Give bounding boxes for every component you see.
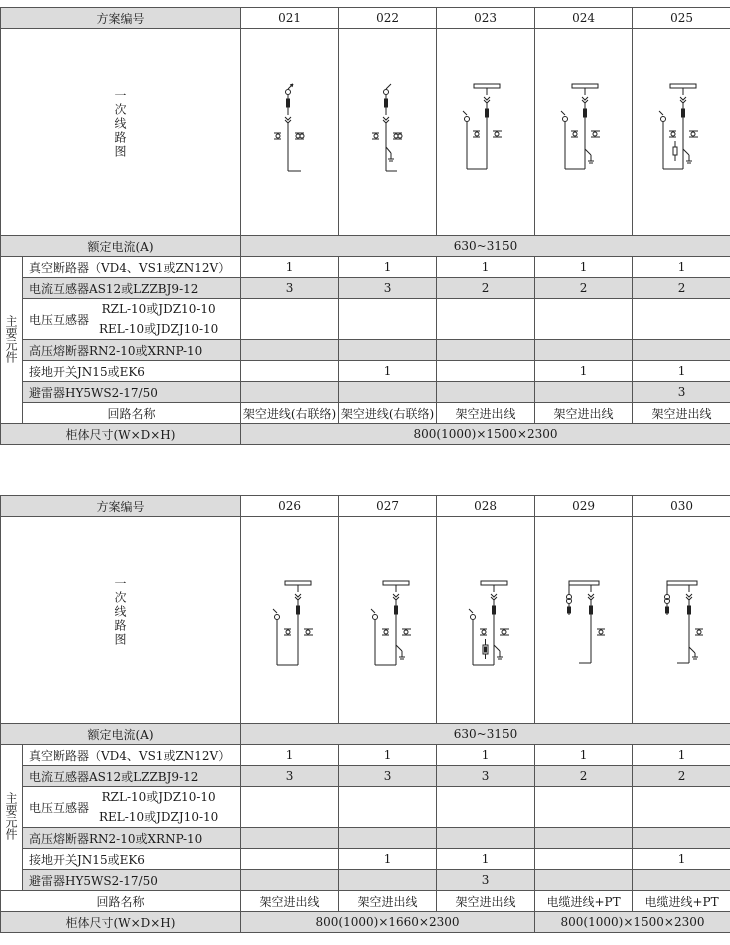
scheme-number: 024 [535, 8, 633, 29]
scheme-number-label: 方案编号 [1, 8, 241, 29]
qty: 2 [535, 278, 633, 299]
circuit-label: 回路名称 [1, 891, 241, 912]
component-row [1, 745, 730, 766]
cabinet-size-row [1, 912, 730, 933]
qty [437, 340, 535, 361]
qty [535, 870, 633, 891]
diagram-label-cell [1, 29, 241, 236]
component-label: 真空断路器（VD4、VS1或ZN12V） [23, 257, 241, 278]
component-label-cell [23, 787, 241, 828]
qty [535, 340, 633, 361]
qty [241, 299, 339, 340]
component-row [1, 766, 730, 787]
single-line-diagram [339, 29, 437, 235]
rated-current-row [1, 236, 730, 257]
qty: 3 [633, 382, 730, 403]
qty: 1 [633, 745, 730, 766]
component-row [1, 257, 730, 278]
qty: 1 [633, 361, 730, 382]
scheme-table-2 [0, 495, 730, 933]
qty [633, 828, 730, 849]
main-components-label: 主要元件 [4, 314, 18, 363]
diagram-030 [633, 517, 730, 724]
qty [241, 340, 339, 361]
scheme-number-row [1, 8, 730, 29]
scheme-number: 026 [241, 496, 339, 517]
single-line-diagram [535, 29, 633, 235]
qty [535, 828, 633, 849]
scheme-number: 021 [241, 8, 339, 29]
qty [437, 828, 535, 849]
qty [339, 340, 437, 361]
single-line-diagram [241, 29, 339, 235]
diagram-026 [241, 517, 339, 724]
single-line-diagram [437, 517, 535, 723]
qty: 1 [633, 257, 730, 278]
component-row [1, 299, 730, 340]
rated-current-value: 630~3150 [241, 236, 730, 257]
single-line-diagram [339, 517, 437, 723]
qty: 1 [241, 745, 339, 766]
qty: 1 [339, 257, 437, 278]
diagram-label: 一次线路图 [113, 577, 127, 647]
qty [633, 340, 730, 361]
diagram-029 [535, 517, 633, 724]
cabinet-size-label: 柜体尺寸(W×D×H) [1, 424, 241, 445]
main-components-label: 主要元件 [4, 792, 18, 840]
qty [437, 787, 535, 828]
main-components-cell [1, 257, 23, 424]
component-label: 真空断路器（VD4、VS1或ZN12V） [23, 745, 241, 766]
qty [339, 870, 437, 891]
component-label: 接地开关JN15或EK6 [23, 361, 241, 382]
scheme-number: 025 [633, 8, 730, 29]
component-row [1, 828, 730, 849]
component-label: 避雷器HY5WS2-17/50 [23, 382, 241, 403]
qty: 1 [241, 257, 339, 278]
component-row [1, 787, 730, 828]
diagram-023 [437, 29, 535, 236]
component-row [1, 340, 730, 361]
qty: 1 [633, 849, 730, 870]
cabinet-size-value: 800(1000)×1660×2300 [241, 912, 535, 933]
qty [633, 299, 730, 340]
rated-current-row [1, 724, 730, 745]
qty: 2 [633, 766, 730, 787]
qty [241, 361, 339, 382]
diagram-label-cell [1, 517, 241, 724]
rated-current-label: 额定电流(A) [1, 236, 241, 257]
qty [339, 787, 437, 828]
main-components-cell [1, 745, 23, 891]
cabinet-size-label: 柜体尺寸(W×D×H) [1, 912, 241, 933]
scheme-number-label: 方案编号 [1, 496, 241, 517]
cabinet-size-value: 800(1000)×1500×2300 [535, 912, 730, 933]
component-row [1, 382, 730, 403]
qty: 2 [437, 278, 535, 299]
qty: 3 [241, 766, 339, 787]
component-label: 高压熔断器RN2-10或XRNP-10 [23, 828, 241, 849]
component-label: 电压互感器 [29, 800, 90, 815]
circuit-row [1, 891, 730, 912]
qty [241, 849, 339, 870]
qty [535, 299, 633, 340]
component-row [1, 278, 730, 299]
scheme-number: 028 [437, 496, 535, 517]
component-label: 电流互感器AS12或LZZBJ9-12 [23, 278, 241, 299]
qty: 1 [437, 745, 535, 766]
qty [535, 382, 633, 403]
qty: 3 [241, 278, 339, 299]
diagram-022 [339, 29, 437, 236]
single-line-diagram [241, 517, 339, 723]
scheme-number: 030 [633, 496, 730, 517]
qty [535, 787, 633, 828]
rated-current-label: 额定电流(A) [1, 724, 241, 745]
qty: 3 [339, 766, 437, 787]
scheme-number: 022 [339, 8, 437, 29]
qty: 1 [535, 257, 633, 278]
circuit-name: 电缆进线+PT [535, 891, 633, 912]
scheme-number: 027 [339, 496, 437, 517]
single-line-diagram [437, 29, 535, 235]
circuit-name: 架空进出线 [633, 403, 730, 424]
scheme-number: 023 [437, 8, 535, 29]
diagram-027 [339, 517, 437, 724]
qty: 2 [633, 278, 730, 299]
diagram-025 [633, 29, 730, 236]
diagram-021 [241, 29, 339, 236]
diagram-row [1, 29, 730, 236]
qty [535, 849, 633, 870]
circuit-name: 架空进出线 [437, 891, 535, 912]
qty [633, 787, 730, 828]
scheme-table-1 [0, 7, 730, 445]
circuit-name: 架空进线(右联络) [339, 403, 437, 424]
qty: 3 [339, 278, 437, 299]
qty [437, 361, 535, 382]
qty: 3 [437, 870, 535, 891]
component-sub-label: REL-10或JDZJ10-10 [99, 810, 219, 824]
diagram-label: 一次线路图 [113, 89, 127, 159]
component-label-cell [23, 299, 241, 340]
circuit-name: 电缆进线+PT [633, 891, 730, 912]
single-line-diagram [535, 517, 633, 723]
component-label: 电流互感器AS12或LZZBJ9-12 [23, 766, 241, 787]
qty: 2 [535, 766, 633, 787]
circuit-row [1, 403, 730, 424]
qty: 1 [535, 361, 633, 382]
component-row [1, 849, 730, 870]
component-label: 接地开关JN15或EK6 [23, 849, 241, 870]
qty [339, 382, 437, 403]
qty: 1 [339, 849, 437, 870]
component-row [1, 870, 730, 891]
single-line-diagram [633, 29, 730, 235]
circuit-name: 架空进出线 [339, 891, 437, 912]
qty: 1 [437, 257, 535, 278]
component-row [1, 361, 730, 382]
qty [241, 828, 339, 849]
qty: 3 [437, 766, 535, 787]
component-sub-label: RZL-10或JDZ10-10 [101, 790, 216, 804]
qty [633, 870, 730, 891]
qty [241, 870, 339, 891]
circuit-name: 架空进出线 [437, 403, 535, 424]
scheme-number: 029 [535, 496, 633, 517]
component-label: 避雷器HY5WS2-17/50 [23, 870, 241, 891]
circuit-name: 架空进出线 [535, 403, 633, 424]
qty: 1 [339, 745, 437, 766]
component-label: 高压熔断器RN2-10或XRNP-10 [23, 340, 241, 361]
qty: 1 [339, 361, 437, 382]
component-sub-label: RZL-10或JDZ10-10 [101, 302, 216, 316]
qty: 1 [535, 745, 633, 766]
single-line-diagram [633, 517, 730, 723]
qty: 1 [437, 849, 535, 870]
scheme-number-row [1, 496, 730, 517]
diagram-024 [535, 29, 633, 236]
circuit-name: 架空进出线 [241, 891, 339, 912]
diagram-028 [437, 517, 535, 724]
circuit-label: 回路名称 [23, 403, 241, 424]
cabinet-size-row [1, 424, 730, 445]
qty [437, 299, 535, 340]
qty [241, 382, 339, 403]
qty [437, 382, 535, 403]
qty [241, 787, 339, 828]
qty [339, 828, 437, 849]
diagram-row [1, 517, 730, 724]
circuit-name: 架空进线(右联络) [241, 403, 339, 424]
rated-current-value: 630~3150 [241, 724, 730, 745]
qty [339, 299, 437, 340]
component-sub-label: REL-10或JDZJ10-10 [99, 322, 219, 336]
component-label: 电压互感器 [29, 312, 90, 327]
cabinet-size-value: 800(1000)×1500×2300 [241, 424, 730, 445]
